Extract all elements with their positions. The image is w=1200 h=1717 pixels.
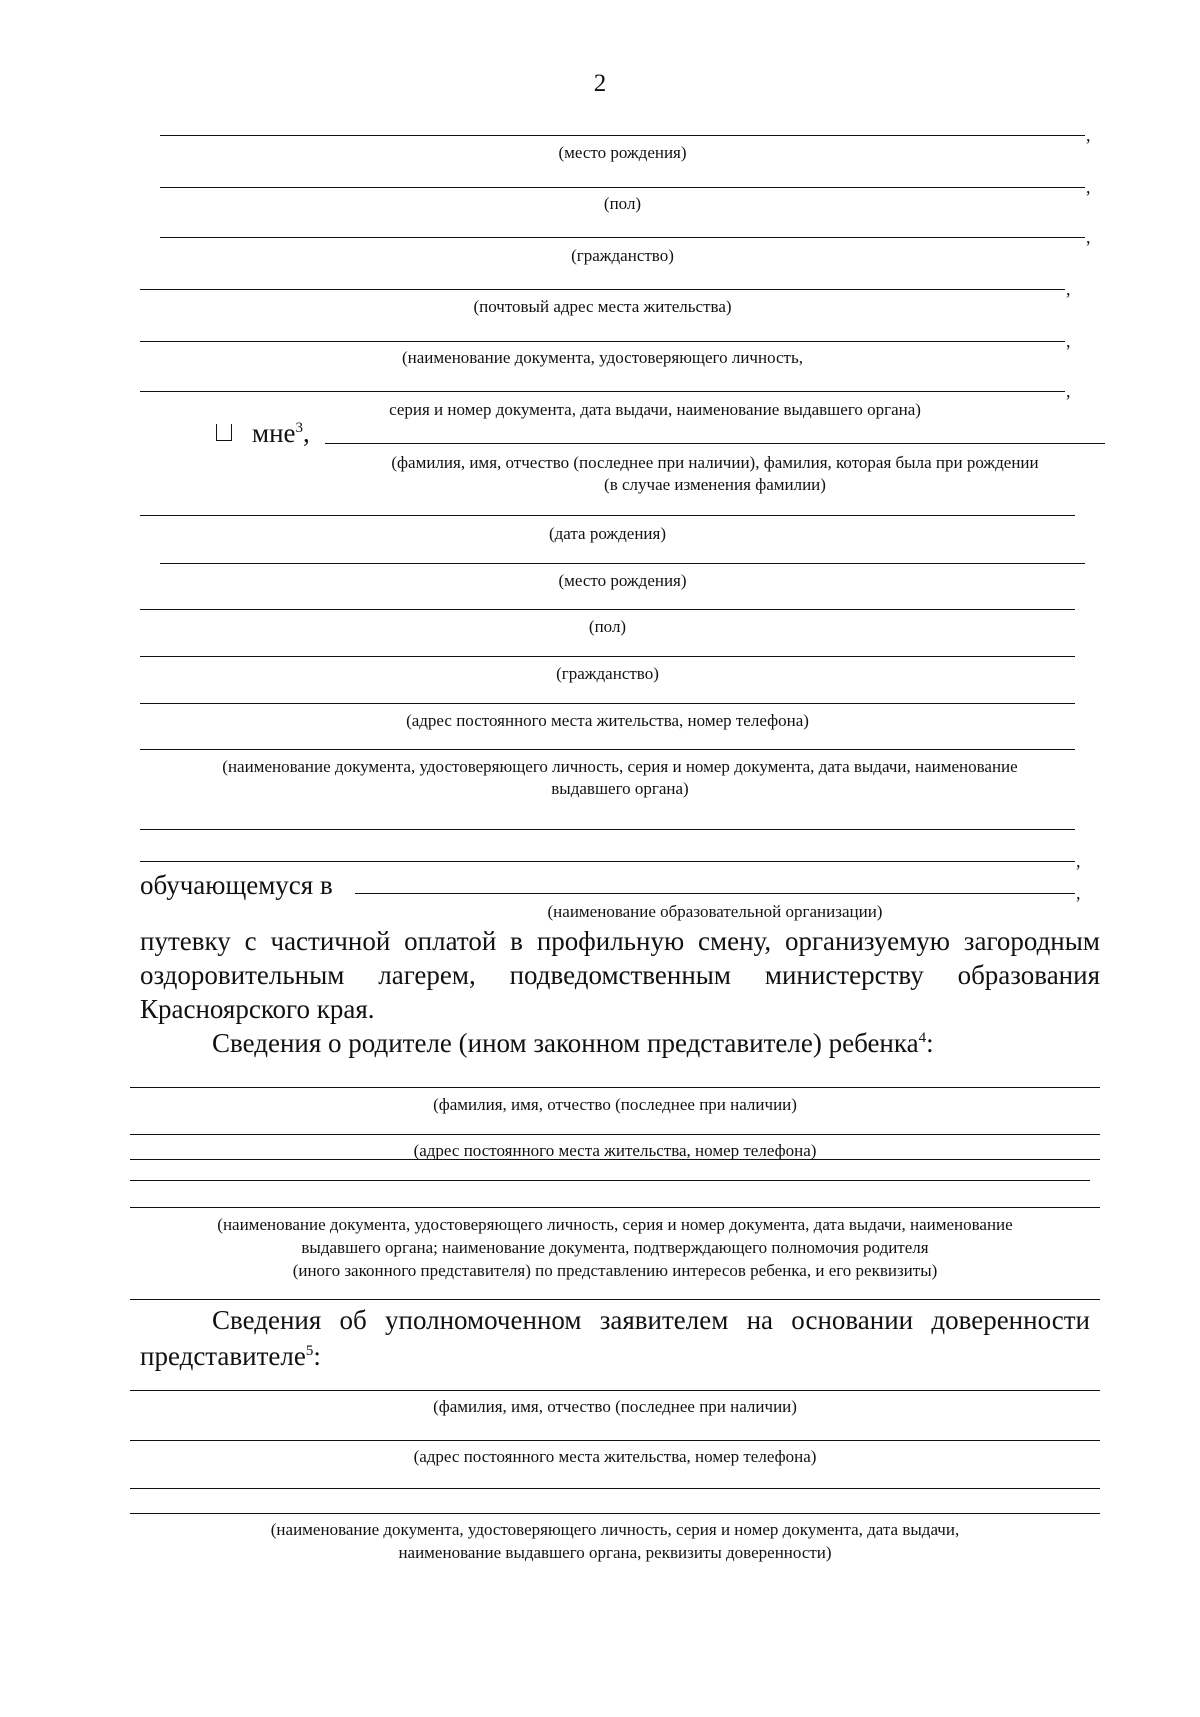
field-line[interactable] [140,861,1075,862]
field-line[interactable] [130,1299,1100,1300]
field-line[interactable] [160,187,1085,188]
field-line[interactable] [140,749,1075,750]
caption-parent-fio: (фамилия, имя, отчество (последнее при наличии) [433,1095,797,1114]
caption-date-of-birth: (дата рождения) [548,524,667,543]
field-line[interactable] [130,1390,1100,1391]
caption-sex: (пол) [603,194,642,213]
field-line[interactable] [130,1488,1100,1489]
field-line[interactable] [130,1180,1090,1181]
field-line[interactable] [140,703,1075,704]
comma: , [1066,279,1071,299]
caption-id-document-full: (наименование документа, удостоверяющего личность, серия и номер документа, дата выдачи, наименование [222,757,1018,776]
comma: , [1076,883,1081,903]
caption-citizenship: (гражданство) [571,246,674,265]
caption-edu-org: (наименование образовательной организации) [547,902,883,921]
comma: , [1066,381,1071,401]
field-line[interactable] [160,563,1085,564]
comma: , [1076,851,1081,871]
field-line[interactable] [325,443,1105,444]
field-line[interactable] [140,341,1065,342]
caption-id-document: (наименование документа, удостоверяющего личность, [402,348,803,367]
caption-parent-doc-2: выдавшего органа; наименование документа, подтверждающего полномочия родителя [301,1238,929,1257]
field-line[interactable] [130,1087,1100,1088]
caption-place-of-birth-2: (место рождения) [558,571,687,590]
field-line[interactable] [130,1513,1100,1514]
parent-heading: Сведения о родителе (ином законном представителе) ребенка$^4$: [212,1028,934,1058]
comma: , [1066,331,1071,351]
voucher-paragraph-line-3: Красноярского края. [140,994,375,1024]
studying-label: обучающемуся в [140,870,333,900]
field-line[interactable] [140,656,1075,657]
field-line[interactable] [130,1159,1100,1160]
caption-place-of-birth: (место рождения) [558,143,687,162]
footnote-ref: 5 [305,1343,314,1359]
caption-postal-address: (почтовый адрес места жительства) [473,297,732,316]
caption-parent-doc-3: (иного законного представителя) по представлению интересов ребенка, и его реквизиты) [292,1261,938,1280]
caption-id-document-details: серия и номер документа, дата выдачи, наименование выдавшего органа) [389,400,921,419]
caption-rep-fio: (фамилия, имя, отчество (последнее при наличии) [433,1397,797,1416]
rep-heading-line-1: Сведения об уполномоченном заявителем на основании доверенности [212,1305,1090,1335]
checkbox-mne-label: мне$^3$, [252,418,310,448]
rep-heading-line-2: представителе$^5$: [140,1341,321,1371]
field-line[interactable] [140,609,1075,610]
caption-sex-2: (пол) [588,617,627,636]
caption-rep-address: (адрес постоянного места жительства, номер телефона) [413,1447,817,1466]
comma: , [1086,177,1091,197]
caption-id-document-full-2: выдавшего органа) [551,779,689,798]
caption-fio-birth-change: (в случае изменения фамилии) [604,475,826,494]
caption-rep-doc-2: наименование выдавшего органа, реквизиты доверенности) [398,1543,832,1562]
caption-parent-address: (адрес постоянного места жительства, номер телефона) [413,1141,817,1160]
caption-parent-doc-1: (наименование документа, удостоверяющего личность, серия и номер документа, дата выдачи, наименование [217,1215,1013,1234]
field-line[interactable] [130,1134,1100,1135]
field-line[interactable] [140,289,1065,290]
field-line[interactable] [160,237,1085,238]
field-line[interactable] [130,1440,1100,1441]
voucher-paragraph-line-1: путевку с частичной оплатой в профильную смену, организуемую загородным [140,926,1100,956]
field-line[interactable] [140,391,1065,392]
checkbox-mne[interactable] [216,424,232,441]
field-line[interactable] [140,515,1075,516]
edu-org-field-line[interactable] [355,893,1075,894]
comma: , [1086,125,1091,145]
caption-address-phone: (адрес постоянного места жительства, номер телефона) [406,711,809,730]
caption-rep-doc-1: (наименование документа, удостоверяющего личность, серия и номер документа, дата выдачи, [270,1520,960,1539]
field-line[interactable] [140,829,1075,830]
voucher-paragraph-line-2: оздоровительным лагерем, подведомственным министерству образования [140,960,1100,990]
caption-citizenship-2: (гражданство) [556,664,659,683]
page-number: 2 [593,70,607,97]
field-line[interactable] [130,1207,1100,1208]
comma: , [1086,227,1091,247]
footnote-ref: 3 [295,420,304,436]
field-line[interactable] [160,135,1085,136]
caption-fio-birth: (фамилия, имя, отчество (последнее при наличии), фамилия, которая была при рождении [391,453,1039,472]
footnote-ref: 4 [918,1030,927,1046]
